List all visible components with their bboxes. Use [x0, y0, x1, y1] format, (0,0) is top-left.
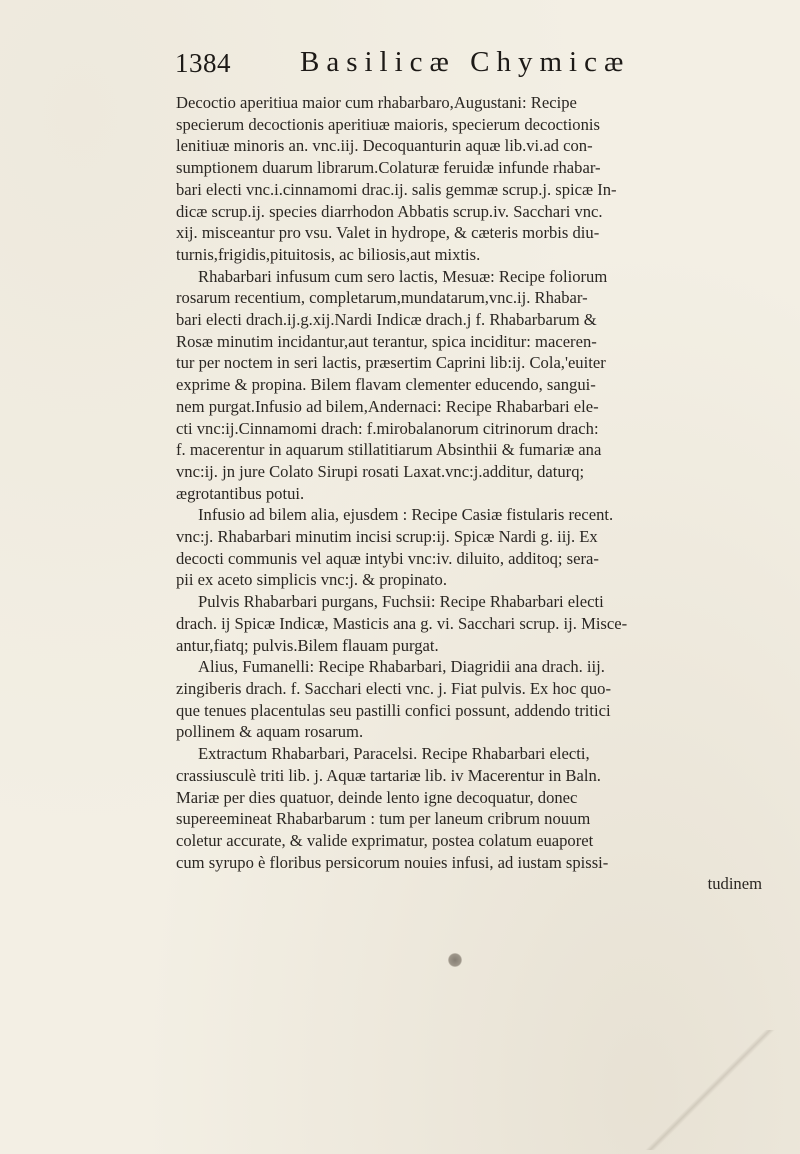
text-line: pii ex aceto simplicis vnc:j. & propinato.	[176, 570, 447, 590]
running-title: Basilicæ Chymicæ	[300, 46, 631, 78]
text-line: supereemineat Rhabarbarum : tum per laneum cribrum nouum	[176, 809, 591, 829]
text-line: f. macerentur in aquarum stillatitiarum Absinthii & fumariæ ana	[176, 440, 602, 460]
text-line: pollinem & aquam rosarum.	[176, 722, 364, 742]
text-line: Infusio ad bilem alia, ejusdem : Recipe Casiæ fistularis recent.	[198, 505, 614, 525]
catchword: tudinem	[707, 874, 762, 894]
text-line: Decoctio aperitiua maior cum rhabarbaro,Augustani: Recipe	[176, 93, 577, 112]
running-head	[0, 44, 800, 84]
text-line: rosarum recentium, completarum,mundatarum,vnc.ij. Rhabar-	[176, 288, 588, 308]
text-line: bari electi drach.ij.g.xij.Nardi Indicæ drach.j f. Rhabarbarum &	[176, 310, 597, 330]
text-line: Rhabarbari infusum cum sero lactis, Mesuæ: Recipe foliorum	[198, 266, 608, 286]
text-line: zingiberis drach. f. Sacchari electi vnc. j. Fiat pulvis. Ex hoc quo-	[176, 678, 611, 698]
text-line: nem purgat.Infusio ad bilem,Andernaci: Recipe Rhabarbari ele-	[176, 396, 599, 416]
text-line: specierum decoctionis aperitiuæ maioris, specierum decoctionis	[176, 114, 600, 134]
text-line: bari electi vnc.i.cinnamomi drac.ij. salis gemmæ scrup.j. spicæ In-	[176, 179, 617, 199]
text-line: Pulvis Rhabarbari purgans, Fuchsii: Recipe Rhabarbari electi	[198, 592, 604, 612]
text-line: decocti communis vel aquæ intybi vnc:iv. diluito, additoq; sera-	[176, 548, 599, 568]
paper-crease	[640, 1030, 780, 1150]
text-line: xij. misceantur pro vsu. Valet in hydrope, & cæteris morbis diu-	[176, 223, 600, 243]
text-line: antur,fiatq; pulvis.Bilem flauam purgat.	[176, 635, 439, 655]
text-line: cti vnc:ij.Cinnamomi drach: f.mirobalanorum citrinorum drach:	[176, 418, 599, 438]
text-line: crassiusculè triti lib. j. Aquæ tartariæ lib. iv Macerentur in Baln.	[176, 765, 601, 785]
text-line: Extractum Rhabarbari, Paracelsi. Recipe Rhabarbari electi,	[198, 744, 590, 764]
text-line: exprime & propina. Bilem flavam clementer educendo, sangui-	[176, 375, 596, 395]
ink-blot	[448, 953, 462, 967]
text-line: tur per noctem in seri lactis, præsertim Caprini lib:ij. Cola,'euiter	[176, 353, 606, 373]
text-line: vnc:ij. jn jure Colato Sirupi rosati Laxat.vnc:j.additur, daturq;	[176, 461, 585, 481]
text-line: drach. ij Spicæ Indicæ, Masticis ana g. vi. Sacchari scrup. ij. Misce-	[176, 613, 628, 633]
body-text	[176, 92, 776, 895]
text-line: coletur accurate, & valide exprimatur, postea colatum euaporet	[176, 830, 594, 850]
text-line: turnis,frigidis,pituitosis, ac biliosis,aut mixtis.	[176, 244, 481, 264]
page-number: 1384	[175, 48, 231, 78]
text-line: cum syrupo è floribus persicorum nouies infusi, ad iustam spissi-	[176, 852, 609, 872]
text-line: Rosæ minutim incidantur,aut terantur, spica inciditur: maceren-	[176, 331, 597, 351]
text-line: Alius, Fumanelli: Recipe Rhabarbari, Diagridii ana drach. iij.	[198, 657, 605, 677]
text-line: sumptionem duarum librarum.Colaturæ feruidæ infunde rhabar-	[176, 158, 601, 178]
text-line: lenitiuæ minoris an. vnc.iij. Decoquanturin aquæ lib.vi.ad con-	[176, 136, 593, 156]
text-line: vnc:j. Rhabarbari minutim incisi scrup:ij. Spicæ Nardi g. iij. Ex	[176, 527, 598, 547]
text-line: dicæ scrup.ij. species diarrhodon Abbatis scrup.iv. Sacchari vnc.	[176, 201, 603, 221]
text-line: que tenues placentulas seu pastilli confici possunt, addendo tritici	[176, 700, 611, 720]
text-line: Mariæ per dies quatuor, deinde lento igne decoquatur, donec	[176, 787, 578, 807]
text-line: ægrotantibus potui.	[176, 483, 305, 503]
